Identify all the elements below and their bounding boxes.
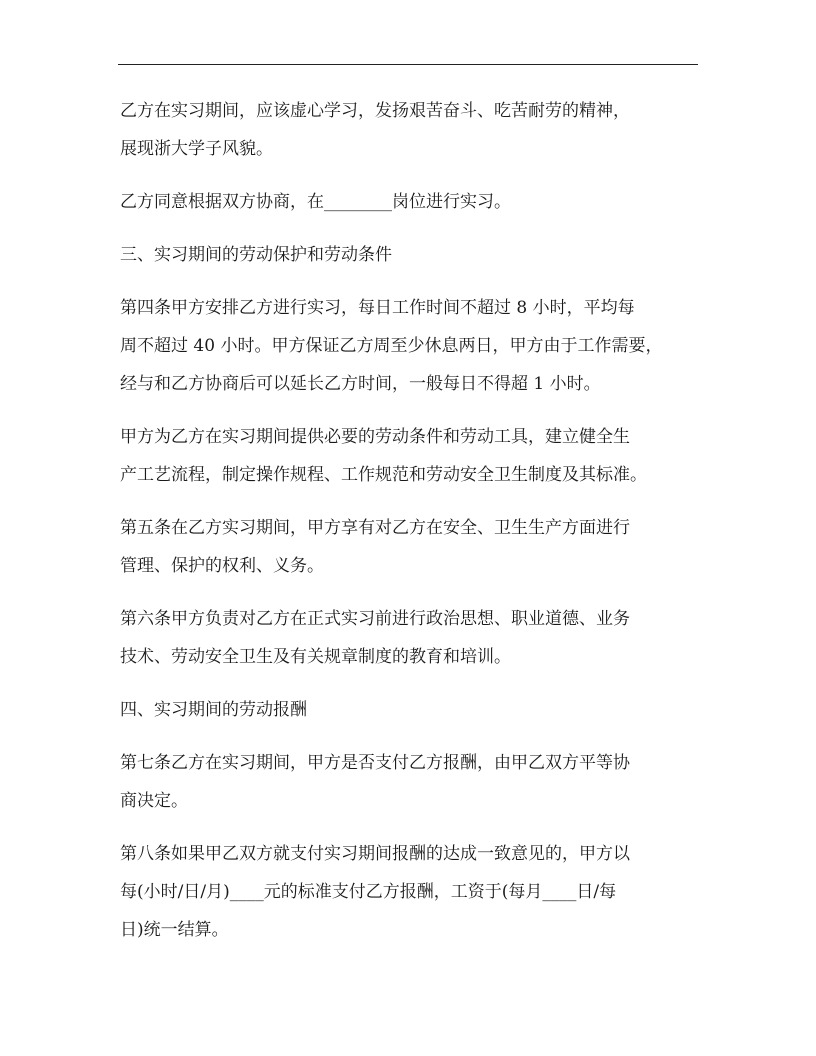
section-heading-labor-protection [120, 236, 720, 274]
text-line: 乙方同意根据双方协商，在________岗位进行实习。 [120, 192, 511, 212]
text-line: 三、实习期间的劳动保护和劳动条件 [120, 245, 392, 265]
text-line: 第四条甲方安排乙方进行实习，每日工作时间不超过 8 小时，平均每 [120, 298, 635, 318]
article-6 [120, 600, 720, 676]
article-8 [120, 835, 720, 949]
text-line: 技术、劳动安全卫生及有关规章制度的教育和培训。 [120, 647, 511, 667]
paragraph-work-conditions [120, 418, 720, 494]
text-line: 第五条在乙方实习期间，甲方享有对乙方在安全、卫生生产方面进行 [120, 518, 630, 538]
document-body [120, 92, 720, 964]
text-line: 管理、保护的权利、义务。 [120, 556, 324, 576]
section-heading-remuneration [120, 691, 720, 729]
text-line: 产工艺流程，制定操作规程、工作规范和劳动安全卫生制度及其标准。 [120, 465, 647, 485]
text-line: 甲方为乙方在实习期间提供必要的劳动条件和劳动工具，建立健全生 [120, 427, 630, 447]
text-line: 乙方在实习期间，应该虚心学习，发扬艰苦奋斗、吃苦耐劳的精神， [120, 101, 630, 121]
header-rule [118, 64, 698, 65]
text-line: 周不超过 40 小时。甲方保证乙方周至少休息两日，甲方由于工作需要， [120, 336, 663, 356]
text-line: 第八条如果甲乙双方就支付实习期间报酬的达成一致意见的，甲方以 [120, 844, 630, 864]
text-line: 展现浙大学子风貌。 [120, 139, 273, 159]
paragraph-study-attitude [120, 92, 720, 168]
text-line: 日)统一结算。 [120, 920, 229, 940]
article-7 [120, 744, 720, 820]
paragraph-position [120, 183, 720, 221]
text-line: 第七条乙方在实习期间，甲方是否支付乙方报酬，由甲乙双方平等协 [120, 753, 630, 773]
text-line: 商决定。 [120, 791, 188, 811]
text-line: 第六条甲方负责对乙方在正式实习前进行政治思想、职业道德、业务 [120, 609, 630, 629]
article-5 [120, 509, 720, 585]
text-line: 经与和乙方协商后可以延长乙方时间，一般每日不得超 1 小时。 [120, 374, 601, 394]
article-4 [120, 289, 720, 403]
text-line: 四、实习期间的劳动报酬 [120, 700, 307, 720]
text-line: 每(小时/日/月)____元的标准支付乙方报酬，工资于(每月____日/每 [120, 882, 617, 902]
